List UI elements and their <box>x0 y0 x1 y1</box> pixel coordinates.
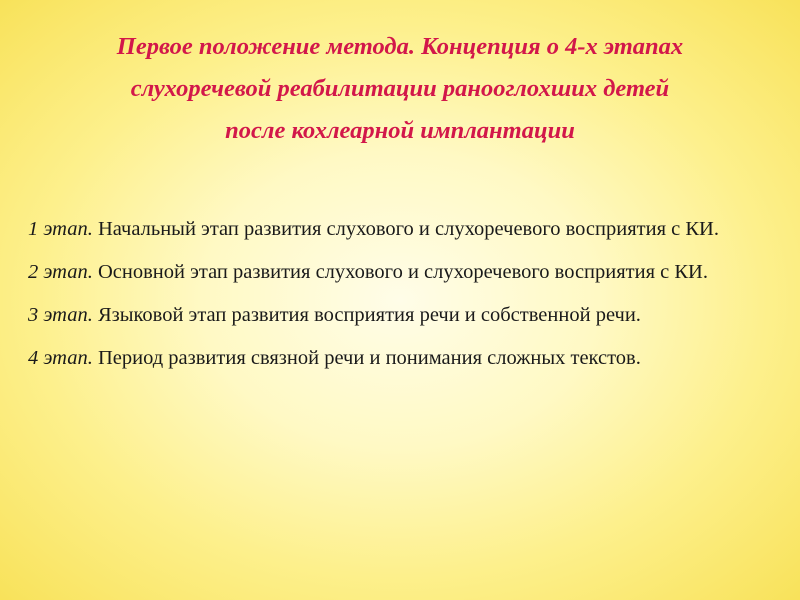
stage-item-3 <box>28 299 758 331</box>
stage-label: 3 этап. <box>28 304 93 326</box>
stage-item-2 <box>28 256 758 288</box>
title-line-3: после кохлеарной имплантации <box>225 117 575 144</box>
title-line-2: слухоречевой реабилитации ранооглохших детей <box>130 75 670 102</box>
stage-item-4 <box>28 342 758 374</box>
stage-label: 2 этап. <box>28 261 93 283</box>
stage-label: 4 этап. <box>28 347 93 369</box>
title-line-1: Первое положение метода. Концепция о 4-х этапах <box>116 33 684 60</box>
stage-text: Основной этап развития слухового и слухоречевого восприятия с КИ. <box>97 261 708 283</box>
stage-text: Языковой этап развития восприятия речи и собственной речи. <box>97 304 641 326</box>
stage-text: Начальный этап развития слухового и слухоречевого восприятия с КИ. <box>97 218 719 240</box>
slide-title <box>20 26 780 152</box>
stage-text: Период развития связной речи и понимания сложных текстов. <box>97 347 641 369</box>
stage-label: 1 этап. <box>28 218 93 240</box>
stage-item-1 <box>28 213 758 245</box>
stage-list <box>28 213 758 385</box>
